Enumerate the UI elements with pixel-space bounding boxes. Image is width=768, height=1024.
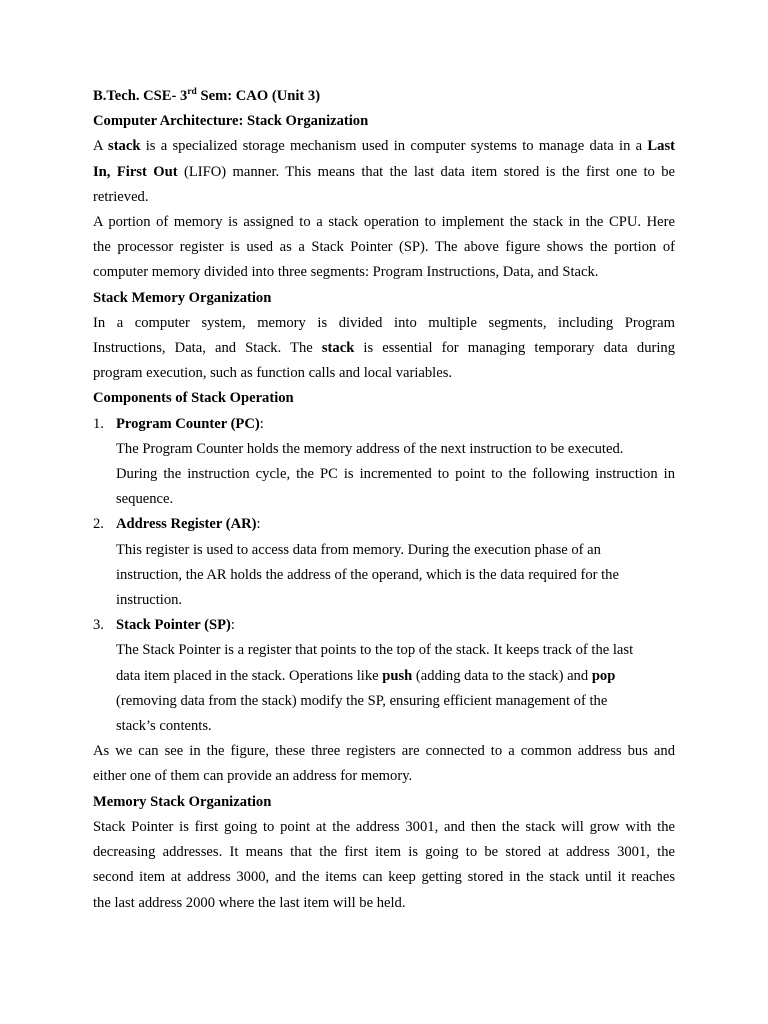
paragraph-line: decreasing addresses. It means that the first item is going to be stored at address 3001, the: [93, 844, 675, 861]
intro-line: [93, 134, 675, 159]
text-run: data item placed in the stack. Operations like: [116, 667, 383, 684]
intro-line: retrieved.: [93, 188, 149, 205]
paragraph-line: either one of them can provide an address for memory.: [93, 768, 413, 785]
heading-text: Components of Stack Operation: [93, 390, 294, 407]
list-item-title: [116, 613, 675, 638]
address-bus-paragraph: [93, 739, 675, 789]
bold-term: stack: [108, 138, 141, 155]
heading-text: Stack Memory Organization: [93, 289, 272, 306]
bold-term: push: [382, 667, 413, 684]
paragraph-line: Stack Pointer is first going to point at the address 3001, and then the stack will grow with the: [93, 818, 675, 835]
list-item-line: instruction, the AR holds the address of the operand, which is the data required for the: [116, 566, 619, 583]
course-header-prefix: B.Tech. CSE- 3: [93, 88, 188, 104]
paragraph-line: program execution, such as function calls and local variables.: [93, 365, 453, 382]
paragraph-line: A portion of memory is assigned to a stack operation to implement the stack in the CPU. Here: [93, 214, 675, 231]
paragraph-line: computer memory divided into three segments: Program Instructions, Data, and Stack.: [93, 264, 599, 281]
paragraph-line: [93, 336, 675, 361]
intro-paragraph: [93, 134, 675, 210]
bold-term: Last: [647, 138, 675, 155]
course-header-suffix: Sem: CAO (Unit 3): [196, 88, 321, 104]
list-item-stack-pointer: [93, 613, 675, 739]
course-header-superscript: rd: [187, 87, 197, 97]
text-run: Instructions, Data, and Stack. The: [93, 340, 322, 357]
list-item-address-register: [93, 512, 675, 613]
memory-stack-paragraph: [93, 815, 675, 916]
document-title-text: Computer Architecture: Stack Organization: [93, 113, 369, 130]
stack-memory-paragraph: [93, 311, 675, 387]
bold-term: In, First Out: [93, 163, 178, 180]
text-run: is essential for managing temporary data during: [354, 340, 675, 357]
list-item-line: This register is used to access data from memory. During the execution phase of an: [116, 541, 601, 558]
heading-text: Memory Stack Organization: [93, 793, 272, 810]
list-item-title: [116, 512, 675, 537]
list-number: 3.: [93, 617, 104, 634]
memory-portion-paragraph: [93, 210, 675, 286]
list-item-line: stack’s contents.: [116, 718, 212, 735]
list-item-line: The Program Counter holds the memory address of the next instruction to be executed.: [116, 440, 624, 457]
bold-term: Program Counter (PC): [116, 415, 260, 432]
text-run: :: [256, 516, 261, 533]
bold-term: Address Register (AR): [116, 516, 257, 533]
bold-term: Stack Pointer (SP): [116, 617, 231, 634]
text-run: (adding data to the stack) and: [412, 667, 592, 684]
paragraph-line: the last address 2000 where the last item will be held.: [93, 894, 406, 911]
list-number: 1.: [93, 415, 104, 432]
paragraph-line: In a computer system, memory is divided into multiple segments, including Program: [93, 314, 675, 331]
list-item-line: sequence.: [116, 491, 174, 508]
text-run: :: [259, 415, 264, 432]
paragraph-line: second item at address 3000, and the items can keep getting stored in the stack until it reaches: [93, 869, 675, 886]
course-header: [93, 84, 675, 109]
text-run: is a specialized storage mechanism used in computer systems to manage data in a: [140, 138, 648, 155]
list-item-title: [116, 412, 675, 437]
list-number: 2.: [93, 516, 104, 533]
paragraph-line: the processor register is used as a Stack Pointer (SP). The above figure shows the portion of: [93, 239, 675, 256]
memory-stack-organization-heading: [93, 790, 675, 815]
intro-line: [93, 160, 675, 185]
document-title: [93, 109, 675, 134]
document-body: [93, 84, 675, 916]
bold-term: pop: [591, 667, 616, 684]
text-run: A: [93, 138, 109, 155]
text-run: :: [230, 617, 235, 634]
list-item-line: instruction.: [116, 592, 183, 609]
list-item-line: During the instruction cycle, the PC is incremented to point to the following instruction in: [116, 466, 675, 483]
list-item-line: [116, 664, 675, 689]
list-item-program-counter: [93, 412, 675, 513]
bold-term: stack: [321, 340, 355, 357]
list-item-line: (removing data from the stack) modify the SP, ensuring efficient management of the: [116, 692, 608, 709]
stack-memory-organization-heading: [93, 286, 675, 311]
paragraph-line: As we can see in the figure, these three registers are connected to a common address bus and: [93, 743, 675, 760]
text-run: (LIFO) manner. This means that the last data item stored is the first one to be: [177, 163, 675, 180]
components-heading: [93, 386, 675, 411]
list-item-line: The Stack Pointer is a register that points to the top of the stack. It keeps track of the last: [116, 642, 634, 659]
